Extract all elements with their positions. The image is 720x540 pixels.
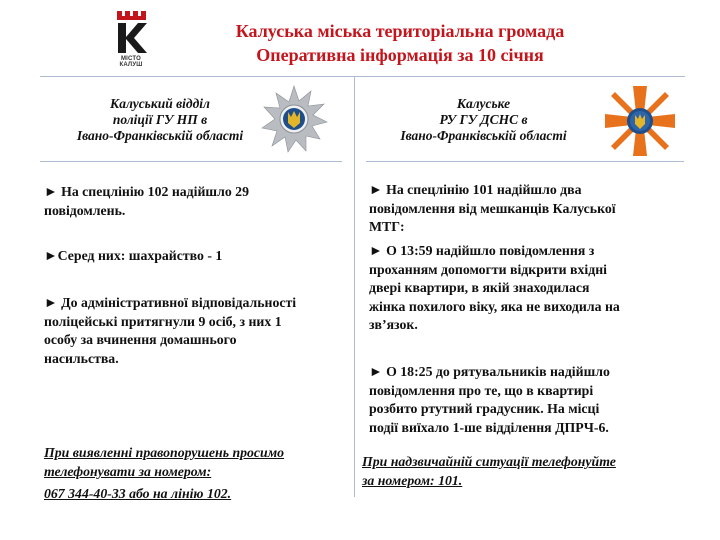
city-logo-icon — [113, 9, 149, 61]
rescue-item-2-line: жінка похилого віку, яка не виходила на — [369, 298, 620, 314]
rescue-item-2-line: проханням допомогти відкрити вхідні — [369, 261, 607, 277]
rescue-dept-line: Івано-Франківській області — [400, 128, 567, 143]
police-dept-line: Івано-Франківській області — [76, 128, 244, 143]
header-title: Калуська міська територіальна громада — [235, 21, 565, 41]
police-item-1 — [44, 183, 344, 220]
police-footer-line: При виявленні правопорушень просимо — [44, 445, 285, 460]
rescue-item-1-line: повідомлення від мешканців Калуської — [369, 200, 616, 216]
rescue-footer-note — [362, 452, 687, 490]
rescue-cross-emblem-icon — [603, 84, 677, 158]
rescue-item-3-line: ► О 18:25 до рятувальників надійшло — [369, 364, 610, 379]
rescue-item-2-line: ► О 13:59 надійшло повідомлення з — [369, 243, 595, 258]
rescue-item-1-line: МТГ: — [369, 219, 405, 234]
police-item-2-line: ►Серед них: шахрайство - 1 — [44, 248, 223, 263]
rescue-dept-line: РУ ГУ ДСНС в — [439, 112, 528, 127]
rescue-item-3-line: події виїхало 1-ше відділення ДПРЧ-6. — [369, 419, 609, 435]
column-divider — [354, 77, 355, 497]
logo-caption-line2: КАЛУШ — [119, 62, 143, 68]
rescue-item-3-line: розбито ртутний градусник. На місці — [369, 401, 600, 416]
police-dept-line: поліції ГУ НП в — [112, 112, 208, 127]
police-footer-note — [44, 443, 349, 503]
rescue-header-divider — [366, 161, 684, 162]
police-star-emblem-icon — [259, 84, 329, 154]
rescue-item-3-line: повідомлення про те, що в квартирі — [369, 382, 594, 398]
police-item-3-line: особу за вчинення домашнього — [44, 332, 237, 347]
police-footer-phone: 067 344-40-33 або на лінію 102. — [44, 486, 232, 501]
police-header-divider — [40, 161, 342, 162]
rescue-item-1-line: ► На спецлінію 101 надійшло два — [369, 182, 582, 197]
rescue-item-2-line: двері квартири, в якій знаходилася — [369, 280, 590, 295]
header-subtitle: Оперативна інформація за 10 січня — [256, 45, 544, 65]
police-dept-line: Калуський відділ — [110, 96, 210, 111]
police-item-3-line: насильства. — [44, 350, 119, 366]
logo-caption-line1: МІСТО — [120, 56, 142, 62]
rescue-footer-line: При надзвичайній ситуації телефонуйте — [362, 454, 616, 469]
logo-caption — [113, 56, 149, 68]
rescue-footer-line: за номером: 101. — [362, 473, 463, 488]
police-item-2 — [44, 247, 344, 266]
rescue-dept-name — [366, 96, 601, 144]
rescue-item-2-line: зв’язок. — [369, 317, 418, 332]
police-item-3-line: поліцейські притягнули 9 осіб, з них 1 — [44, 313, 282, 329]
police-item-3 — [44, 294, 349, 368]
police-footer-line: телефонувати за номером: — [44, 464, 212, 479]
police-item-1-line: повідомлень. — [44, 202, 126, 218]
rescue-item-1 — [369, 181, 689, 237]
header-divider — [40, 76, 685, 77]
police-item-1-line: ► На спецлінію 102 надійшло 29 — [44, 184, 249, 199]
rescue-item-2 — [369, 242, 689, 335]
police-item-3-line: ► До адміністративної відповідальності — [44, 295, 297, 310]
rescue-item-3 — [369, 363, 689, 437]
rescue-dept-line: Калуське — [456, 96, 511, 111]
police-dept-name — [40, 96, 280, 144]
